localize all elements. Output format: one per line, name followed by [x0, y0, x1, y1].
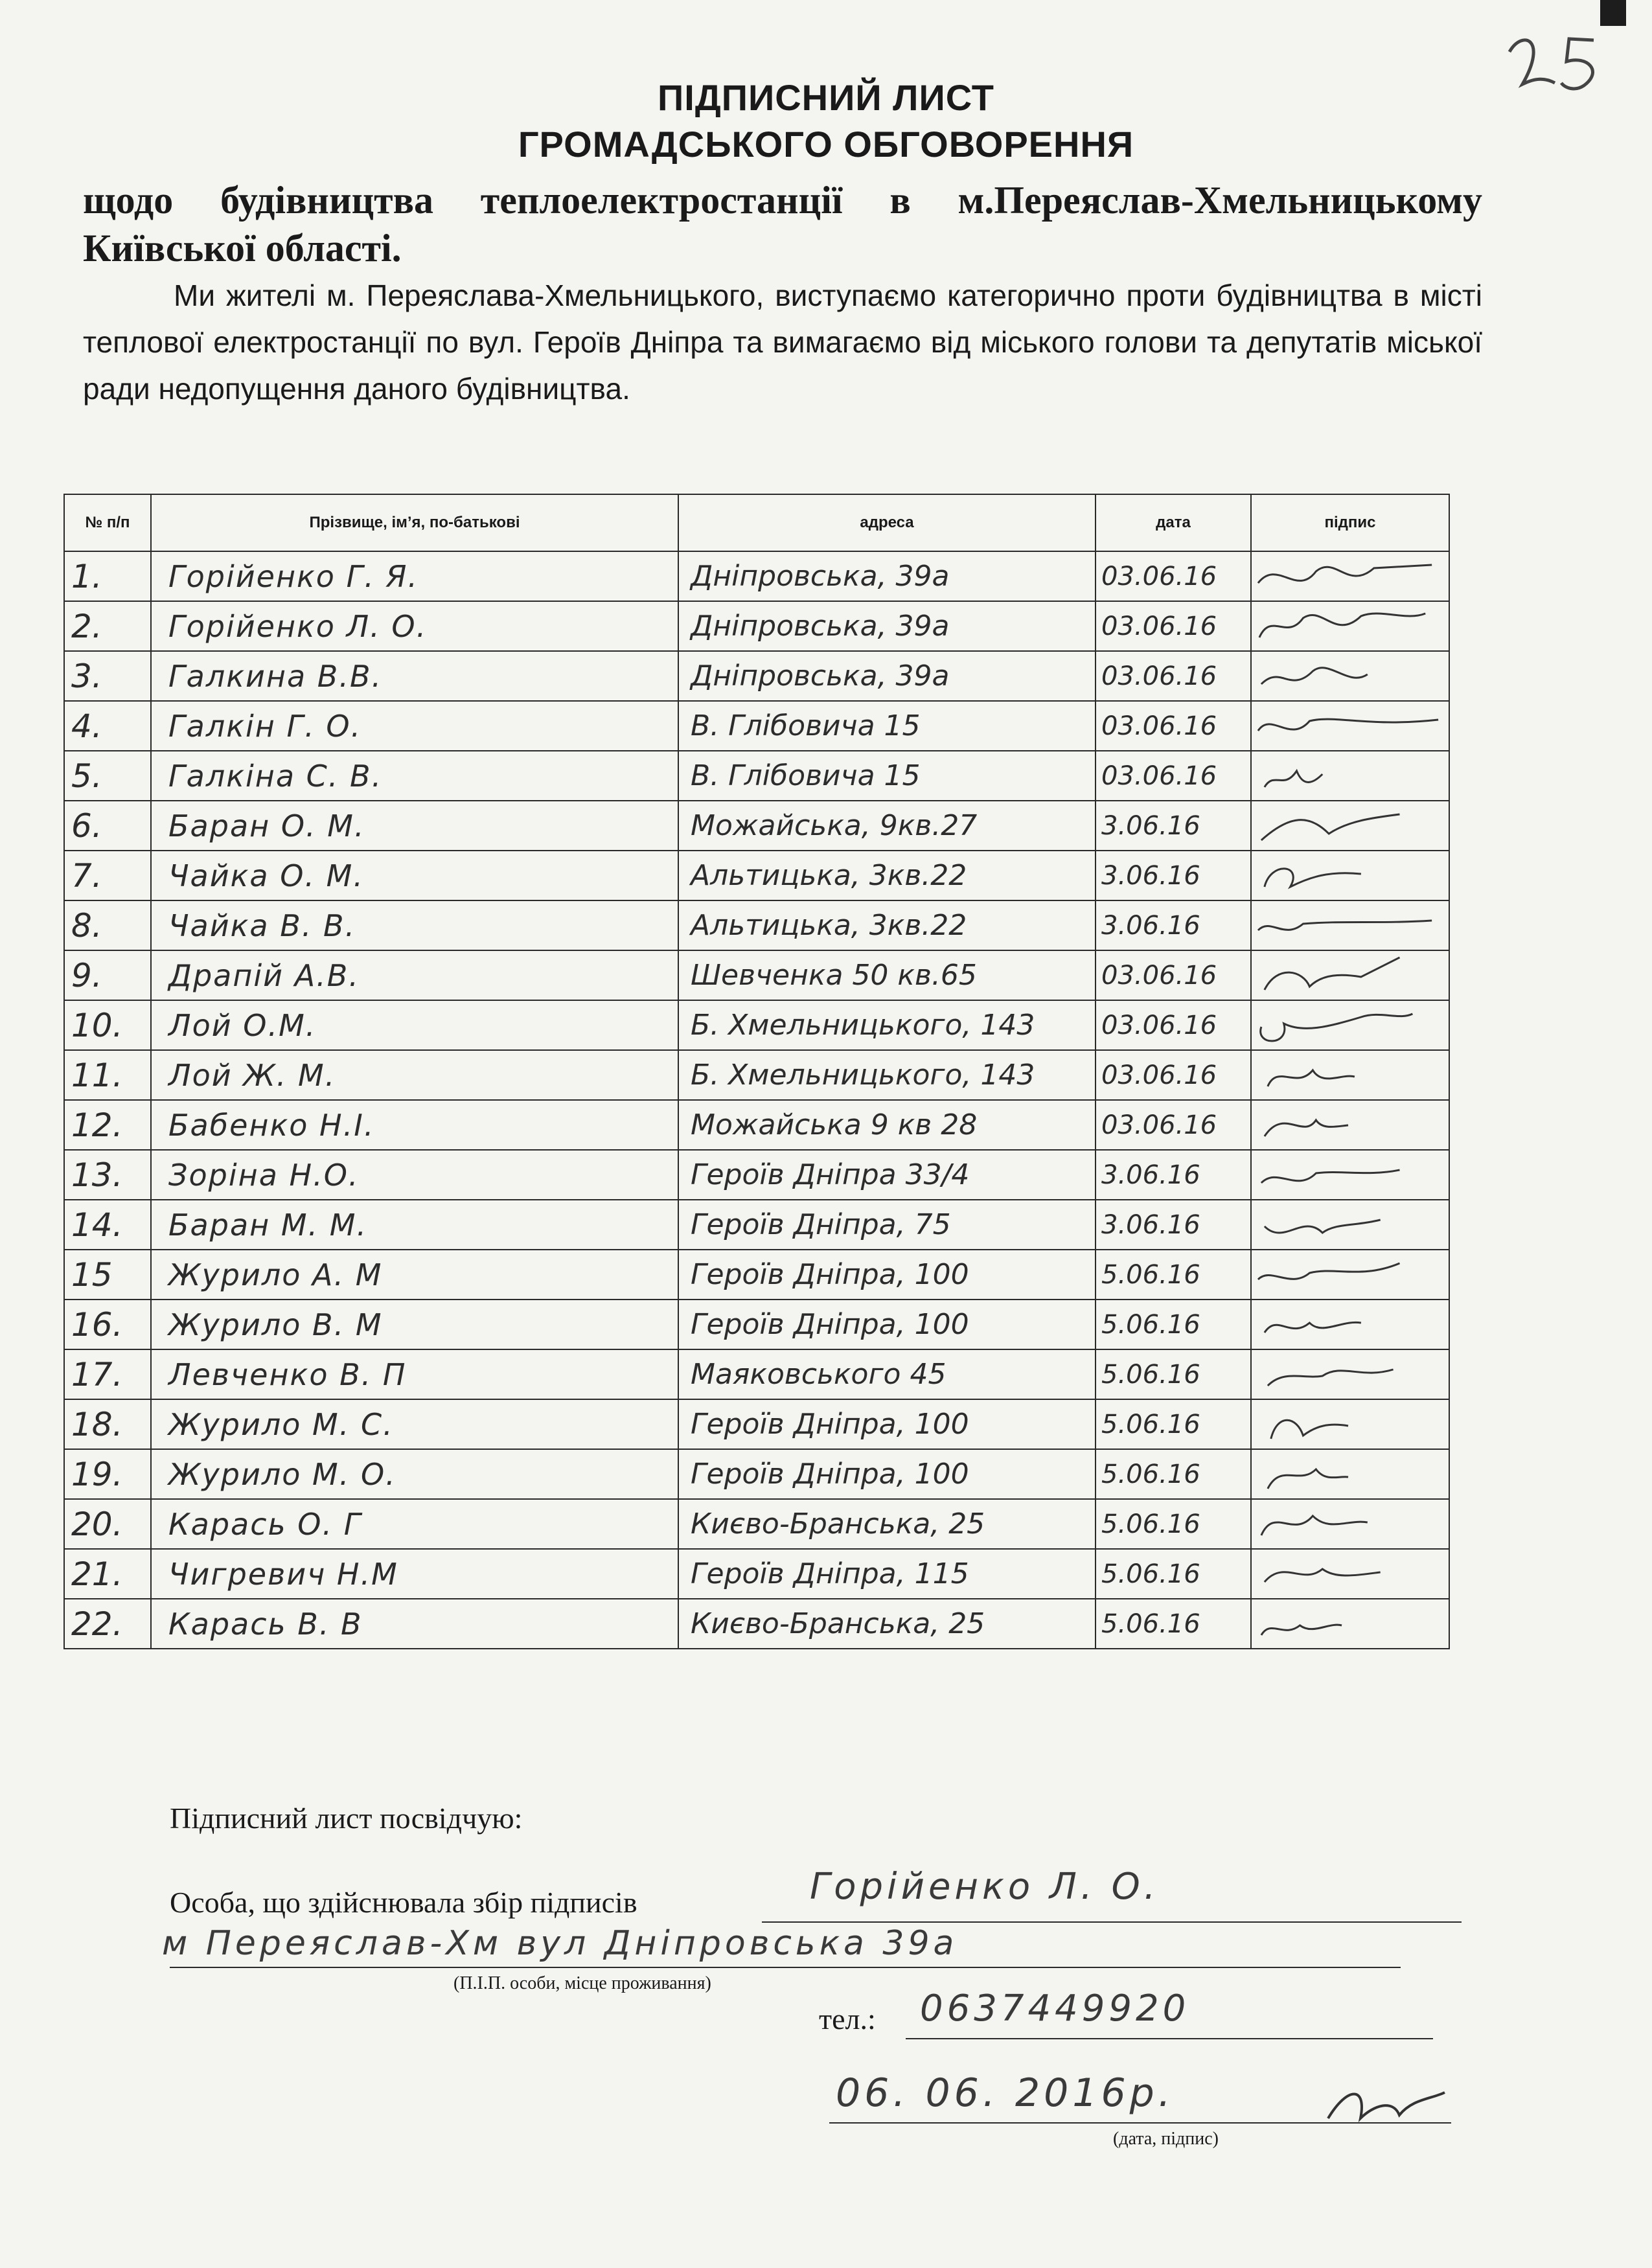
- row-name: Зоріна Н.О.: [151, 1150, 678, 1200]
- title-line-2: ГРОМАДСЬКОГО ОБГОВОРЕННЯ: [518, 124, 1134, 165]
- table-row: [64, 801, 1449, 851]
- handwritten-signature: [1252, 1200, 1449, 1249]
- table-row: [64, 1000, 1449, 1050]
- row-signature: [1251, 1100, 1449, 1150]
- row-signature: [1251, 950, 1449, 1000]
- row-date: 3.06.16: [1096, 801, 1251, 851]
- collector-caption: (П.І.П. особи, місце проживання): [453, 1973, 711, 1993]
- row-number: 13.: [64, 1150, 151, 1200]
- row-name: Чайка В. В.: [151, 900, 678, 950]
- row-number: 10.: [64, 1000, 151, 1050]
- row-signature: [1251, 900, 1449, 950]
- row-number: 4.: [64, 701, 151, 751]
- residence-line: [170, 1967, 1401, 1968]
- row-name: Баран О. М.: [151, 801, 678, 851]
- phone-line: [906, 2038, 1433, 2039]
- row-date: 5.06.16: [1096, 1399, 1251, 1449]
- row-name: Чигревич Н.М: [151, 1549, 678, 1599]
- row-signature: [1251, 751, 1449, 801]
- row-address: В. Глібовича 15: [678, 751, 1096, 801]
- subject-line-2: Київської області.: [83, 227, 402, 269]
- row-date: 5.06.16: [1096, 1499, 1251, 1549]
- row-date: 03.06.16: [1096, 751, 1251, 801]
- row-signature: [1251, 801, 1449, 851]
- table-row: [64, 1399, 1449, 1449]
- row-number: 9.: [64, 950, 151, 1000]
- row-date: 03.06.16: [1096, 1050, 1251, 1100]
- row-signature: [1251, 1250, 1449, 1300]
- row-address: Києво-Бранська, 25: [678, 1499, 1096, 1549]
- handwritten-signature: [1252, 602, 1449, 650]
- row-signature: [1251, 601, 1449, 651]
- row-name: Горійенко Г. Я.: [151, 551, 678, 601]
- row-number: 1.: [64, 551, 151, 601]
- table-row: [64, 1349, 1449, 1399]
- table-row: [64, 1250, 1449, 1300]
- row-address: Героїв Дніпра, 75: [678, 1200, 1096, 1250]
- col-header-name: Прізвище, ім’я, по-батькові: [151, 494, 678, 551]
- row-signature: [1251, 1599, 1449, 1649]
- collector-residence: м Переяслав-Хм вул Дніпровська 39а: [162, 1924, 958, 1963]
- table-row: [64, 1150, 1449, 1200]
- row-number: 15: [64, 1250, 151, 1300]
- row-address: Героїв Дніпра, 115: [678, 1549, 1096, 1599]
- table-row: [64, 701, 1449, 751]
- handwritten-signature: [1252, 1151, 1449, 1199]
- row-signature: [1251, 1200, 1449, 1250]
- handwritten-signature: [1252, 951, 1449, 1000]
- row-signature: [1251, 651, 1449, 701]
- row-address: Героїв Дніпра 33/4: [678, 1150, 1096, 1200]
- table-row: [64, 900, 1449, 950]
- table-row: [64, 1100, 1449, 1150]
- row-date: 3.06.16: [1096, 851, 1251, 900]
- statement-text: Ми жителі м. Переяслава-Хмельницького, виступаємо категорично проти будівництва в місті теплової електростанції по вул. Героїв Дніпра та вимагаємо від міського голови та депутатів міської ради недопущення даного будівництва.: [83, 279, 1482, 406]
- row-number: 2.: [64, 601, 151, 651]
- handwritten-signature: [1252, 552, 1449, 601]
- certify-label: Підписний лист посвідчую:: [170, 1802, 523, 1835]
- handwritten-signature: [1252, 1051, 1449, 1099]
- table-row: [64, 1599, 1449, 1649]
- row-number: 18.: [64, 1399, 151, 1449]
- row-signature: [1251, 851, 1449, 900]
- row-name: Галкін Г. О.: [151, 701, 678, 751]
- row-signature: [1251, 1549, 1449, 1599]
- row-date: 5.06.16: [1096, 1250, 1251, 1300]
- phone-value: 0637449920: [920, 1987, 1190, 2030]
- row-name: Бабенко Н.І.: [151, 1100, 678, 1150]
- handwritten-signature: [1252, 801, 1449, 850]
- table-row: [64, 751, 1449, 801]
- table-row: [64, 651, 1449, 701]
- row-date: 5.06.16: [1096, 1549, 1251, 1599]
- handwritten-signature: [1252, 1001, 1449, 1049]
- date-value: 06. 06. 2016р.: [836, 2070, 1175, 2116]
- row-name: Баран М. М.: [151, 1200, 678, 1250]
- row-address: Дніпровська, 39а: [678, 651, 1096, 701]
- row-address: Маяковського 45: [678, 1349, 1096, 1399]
- row-date: 03.06.16: [1096, 601, 1251, 651]
- collector-label: Особа, що здійснювала збір підписів: [170, 1886, 637, 1919]
- row-name: Лой О.М.: [151, 1000, 678, 1050]
- row-name: Горійенко Л. О.: [151, 601, 678, 651]
- row-number: 3.: [64, 651, 151, 701]
- row-number: 6.: [64, 801, 151, 851]
- row-address: Героїв Дніпра, 100: [678, 1250, 1096, 1300]
- row-date: 3.06.16: [1096, 1150, 1251, 1200]
- signature-table: [63, 494, 1450, 1649]
- row-address: В. Глібовича 15: [678, 701, 1096, 751]
- scan-edge-mark: [1600, 0, 1626, 26]
- row-name: Журило В. М: [151, 1300, 678, 1349]
- col-header-date: дата: [1096, 494, 1251, 551]
- row-number: 19.: [64, 1449, 151, 1499]
- row-name: Журило А. М: [151, 1250, 678, 1300]
- row-address: Б. Хмельницького, 143: [678, 1050, 1096, 1100]
- row-signature: [1251, 1050, 1449, 1100]
- row-signature: [1251, 1349, 1449, 1399]
- table-row: [64, 950, 1449, 1000]
- row-address: Героїв Дніпра, 100: [678, 1399, 1096, 1449]
- row-address: Альтицька, 3кв.22: [678, 851, 1096, 900]
- row-date: 5.06.16: [1096, 1300, 1251, 1349]
- row-name: Драпій А.В.: [151, 950, 678, 1000]
- col-header-address: адреса: [678, 494, 1096, 551]
- row-number: 8.: [64, 900, 151, 950]
- row-date: 03.06.16: [1096, 1000, 1251, 1050]
- table-row: [64, 601, 1449, 651]
- row-signature: [1251, 1000, 1449, 1050]
- footer-signature: [1322, 2073, 1451, 2138]
- col-header-signature: підпис: [1251, 494, 1449, 551]
- table-row: [64, 1300, 1449, 1349]
- table-row: [64, 1050, 1449, 1100]
- handwritten-signature: [1252, 901, 1449, 950]
- row-name: Галкіна С. В.: [151, 751, 678, 801]
- title-line-1: ПІДПИСНИЙ ЛИСТ: [658, 77, 994, 118]
- row-number: 22.: [64, 1599, 151, 1649]
- row-address: Києво-Бранська, 25: [678, 1599, 1096, 1649]
- row-date: 03.06.16: [1096, 1100, 1251, 1150]
- row-number: 16.: [64, 1300, 151, 1349]
- handwritten-signature: [1252, 1500, 1449, 1548]
- handwritten-signature: [1252, 1450, 1449, 1498]
- table-row: [64, 1499, 1449, 1549]
- row-signature: [1251, 1150, 1449, 1200]
- row-date: 03.06.16: [1096, 551, 1251, 601]
- row-address: Дніпровська, 39а: [678, 601, 1096, 651]
- table-row: [64, 851, 1449, 900]
- row-signature: [1251, 1499, 1449, 1549]
- col-header-num: № п/п: [64, 494, 151, 551]
- handwritten-signature: [1252, 1350, 1449, 1399]
- handwritten-signature: [1252, 1550, 1449, 1598]
- row-signature: [1251, 551, 1449, 601]
- row-date: 03.06.16: [1096, 950, 1251, 1000]
- table-row: [64, 1200, 1449, 1250]
- row-number: 21.: [64, 1549, 151, 1599]
- row-number: 20.: [64, 1499, 151, 1549]
- handwritten-signature: [1252, 1599, 1449, 1648]
- row-date: 3.06.16: [1096, 900, 1251, 950]
- row-address: Дніпровська, 39а: [678, 551, 1096, 601]
- row-signature: [1251, 1399, 1449, 1449]
- row-address: Героїв Дніпра, 100: [678, 1300, 1096, 1349]
- handwritten-signature: [1252, 702, 1449, 750]
- row-signature: [1251, 1449, 1449, 1499]
- row-address: Шевченка 50 кв.65: [678, 950, 1096, 1000]
- handwritten-signature: [1252, 652, 1449, 700]
- table-row: [64, 1549, 1449, 1599]
- table-row: [64, 551, 1449, 601]
- row-number: 11.: [64, 1050, 151, 1100]
- row-name: Журило М. С.: [151, 1399, 678, 1449]
- row-address: Можайська, 9кв.27: [678, 801, 1096, 851]
- row-date: 03.06.16: [1096, 651, 1251, 701]
- date-caption: (дата, підпис): [1113, 2129, 1219, 2149]
- row-name: Карась О. Г: [151, 1499, 678, 1549]
- row-date: 5.06.16: [1096, 1599, 1251, 1649]
- row-name: Карась В. В: [151, 1599, 678, 1649]
- handwritten-signature: [1252, 1250, 1449, 1299]
- row-date: 5.06.16: [1096, 1349, 1251, 1399]
- row-address: Альтицька, 3кв.22: [678, 900, 1096, 950]
- handwritten-signature: [1252, 851, 1449, 900]
- row-name: Лой Ж. М.: [151, 1050, 678, 1100]
- phone-label: тел.:: [819, 2002, 876, 2035]
- handwritten-signature: [1252, 1400, 1449, 1449]
- row-address: Можайська 9 кв 28: [678, 1100, 1096, 1150]
- row-name: Левченко В. П: [151, 1349, 678, 1399]
- handwritten-signature: [1252, 1101, 1449, 1149]
- row-number: 7.: [64, 851, 151, 900]
- row-name: Галкина В.В.: [151, 651, 678, 701]
- row-number: 17.: [64, 1349, 151, 1399]
- row-signature: [1251, 1300, 1449, 1349]
- row-name: Журило М. О.: [151, 1449, 678, 1499]
- row-signature: [1251, 701, 1449, 751]
- table-row: [64, 1449, 1449, 1499]
- row-number: 5.: [64, 751, 151, 801]
- row-address: Героїв Дніпра, 100: [678, 1449, 1096, 1499]
- row-date: 03.06.16: [1096, 701, 1251, 751]
- row-name: Чайка О. М.: [151, 851, 678, 900]
- row-number: 12.: [64, 1100, 151, 1150]
- subject-line-1: щодо будівництва теплоелектростанції в м.Переяслав-Хмельницькому: [83, 179, 1482, 222]
- collector-name: Горійенко Л. О.: [810, 1866, 1160, 1908]
- handwritten-signature: [1252, 751, 1449, 800]
- row-address: Б. Хмельницького, 143: [678, 1000, 1096, 1050]
- handwritten-signature: [1252, 1300, 1449, 1349]
- row-number: 14.: [64, 1200, 151, 1250]
- row-date: 5.06.16: [1096, 1449, 1251, 1499]
- collector-line: [762, 1921, 1462, 1923]
- row-date: 3.06.16: [1096, 1200, 1251, 1250]
